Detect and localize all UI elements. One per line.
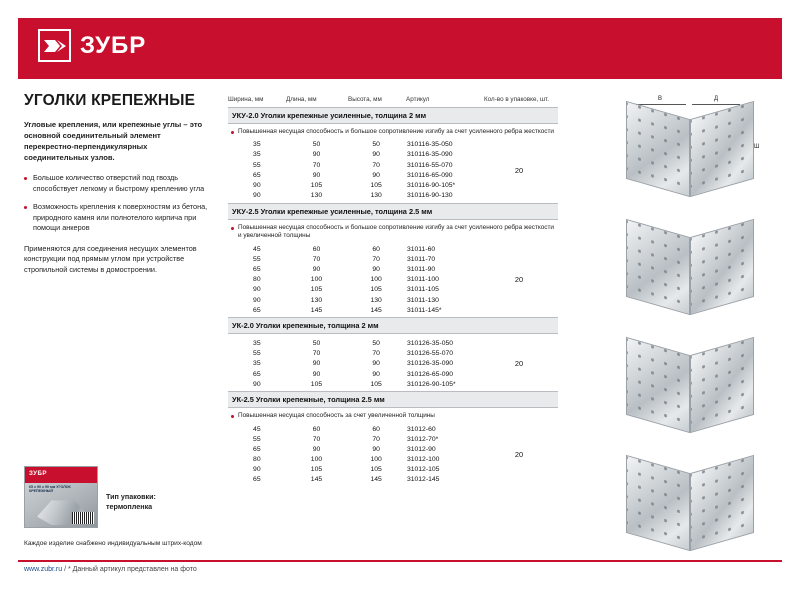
section-qty: 20 xyxy=(514,275,524,285)
cell-width: 65 xyxy=(253,476,261,484)
cell-width: 80 xyxy=(253,456,261,464)
cell-length: 90 xyxy=(312,370,321,378)
cell-length: 105 xyxy=(310,286,323,294)
cell-width: 55 xyxy=(253,255,261,263)
cell-width: 35 xyxy=(253,151,261,159)
dimension-label-height: Ш xyxy=(754,144,760,150)
cell-width: 55 xyxy=(253,161,261,169)
cell-length: 60 xyxy=(312,425,321,433)
package-spec-label: 65 x 90 x 90 мм УГОЛОК КРЕПЕЖНЫЙ xyxy=(29,485,71,494)
cell-width: 35 xyxy=(253,339,261,347)
cell-height: 50 xyxy=(372,339,380,347)
cell-height: 100 xyxy=(370,276,382,284)
feature-list xyxy=(24,173,209,234)
perforation-holes-icon xyxy=(627,338,689,432)
column-header-width: Ширина, мм xyxy=(228,96,264,103)
cell-height: 70 xyxy=(372,161,380,169)
bracket-plate-right xyxy=(690,337,754,433)
cell-length: 130 xyxy=(310,192,323,200)
cell-length: 70 xyxy=(312,161,321,169)
perforation-holes-icon xyxy=(691,220,753,314)
cell-article: 310126-65-090 xyxy=(406,370,454,378)
cell-height: 90 xyxy=(372,360,380,368)
footer-note: * Данный артикул представлен на фото xyxy=(67,566,197,573)
cell-length: 70 xyxy=(312,350,321,358)
cell-height: 90 xyxy=(372,445,380,453)
bracket-image xyxy=(626,228,756,306)
cell-article: 31012-100 xyxy=(406,456,440,464)
dimension-label-width: В xyxy=(658,96,663,102)
cell-article: 31011-145* xyxy=(406,306,442,314)
perforation-holes-icon xyxy=(627,456,689,550)
cell-height: 145 xyxy=(370,306,382,314)
cell-article: 310126-35-050 xyxy=(406,339,454,347)
bracket-image xyxy=(626,346,756,424)
table-section xyxy=(228,391,558,485)
cell-height: 70 xyxy=(372,255,380,263)
cell-height: 145 xyxy=(370,476,382,484)
section-title: УК-2.5 Уголки крепежные, толщина 2.5 мм xyxy=(228,391,558,408)
cell-width: 90 xyxy=(253,192,261,200)
cell-height: 60 xyxy=(372,245,380,253)
cell-article: 31011-105 xyxy=(406,286,439,294)
page-title: УГОЛКИ КРЕПЕЖНЫЕ xyxy=(24,92,196,109)
section-qty: 20 xyxy=(514,359,524,369)
cell-width: 65 xyxy=(253,266,261,274)
cell-height: 90 xyxy=(372,266,380,274)
spec-table xyxy=(228,96,558,485)
brand-logo xyxy=(38,29,146,62)
package-brand-label: ЗУБР xyxy=(29,470,48,477)
barcode-note: Каждое изделие снабжено индивидуальным штрих-кодом xyxy=(24,540,202,547)
cell-length: 90 xyxy=(312,171,321,179)
product-photo-uk-2-5 xyxy=(600,450,782,554)
usage-note: Применяются для соединения несущих элементов конструкции под прямым углом при устройстве стропильной системы в домостроении. xyxy=(24,243,197,275)
cell-length: 90 xyxy=(312,445,321,453)
perforation-holes-icon xyxy=(691,456,753,550)
cell-article: 310126-55-070 xyxy=(406,350,454,358)
bracket-plate-left xyxy=(626,219,690,315)
cell-height: 105 xyxy=(370,181,382,189)
dimension-line-length xyxy=(692,104,740,105)
cell-width: 90 xyxy=(253,380,261,388)
section-description: Повышенная несущая способность и большое сопротивление изгибу за счет усиленного ребра жесткости xyxy=(228,124,558,140)
barcode-icon xyxy=(72,512,94,524)
header-divider xyxy=(18,76,782,79)
cell-height: 105 xyxy=(370,380,382,388)
package-type-caption: Тип упаковки: термопленка xyxy=(106,492,156,511)
cell-length: 145 xyxy=(310,306,323,314)
footer xyxy=(24,566,197,573)
cell-height: 100 xyxy=(370,456,382,464)
column-header-article: Артикул xyxy=(406,96,430,103)
cell-height: 105 xyxy=(370,466,382,474)
cell-length: 90 xyxy=(312,360,321,368)
cell-length: 100 xyxy=(310,276,323,284)
table-section xyxy=(228,203,558,316)
cell-height: 105 xyxy=(370,286,382,294)
cell-height: 70 xyxy=(372,350,380,358)
cell-article: 31011-130 xyxy=(406,296,439,304)
cell-article: 310126-35-090 xyxy=(406,360,454,368)
cell-article: 31011-60 xyxy=(406,245,436,253)
product-photo-uku-2-0 xyxy=(600,96,782,200)
footer-divider xyxy=(18,560,782,562)
lead-paragraph: Угловые крепления, или крепежные углы – это основной соединительный элемент перекрестно-перпендикулярных соединительных узлов. xyxy=(24,120,203,162)
bracket-plate-right xyxy=(690,101,754,197)
section-title: УК-2.0 Уголки крепежные, толщина 2 мм xyxy=(228,317,558,334)
list-item: Большое количество отверстий под гвоздь способствует легкому и быстрому креплению угла xyxy=(24,173,209,194)
cell-length: 105 xyxy=(310,466,323,474)
cell-article: 31012-70* xyxy=(406,435,439,443)
cell-article: 31011-100 xyxy=(406,276,439,284)
section-qty: 20 xyxy=(514,165,524,175)
section-title: УКУ-2.0 Уголки крепежные усиленные, толщина 2 мм xyxy=(228,107,558,124)
perforation-holes-icon xyxy=(627,220,689,314)
cell-width: 45 xyxy=(253,425,261,433)
bracket-plate-left xyxy=(626,455,690,551)
cell-width: 65 xyxy=(253,171,261,179)
cell-width: 45 xyxy=(253,245,261,253)
section-description: Повышенная несущая способность и большое сопротивление изгибу за счет усиленного ребра жесткости и увеличенной толщины xyxy=(228,220,558,244)
cell-width: 90 xyxy=(253,181,261,189)
bracket-plate-right xyxy=(690,455,754,551)
cell-width: 65 xyxy=(253,370,261,378)
section-title: УКУ-2.5 Уголки крепежные усиленные, толщина 2.5 мм xyxy=(228,203,558,220)
column-header-length: Длина, мм xyxy=(286,96,317,103)
cell-width: 90 xyxy=(253,286,261,294)
zubr-arrow-logo-icon xyxy=(38,29,71,62)
cell-article: 310116-55-070 xyxy=(406,161,453,169)
table-section xyxy=(228,317,558,389)
cell-height: 60 xyxy=(372,425,380,433)
cell-article: 31012-105 xyxy=(406,466,440,474)
cell-article: 31012-145 xyxy=(406,476,440,484)
cell-width: 55 xyxy=(253,435,261,443)
section-qty: 20 xyxy=(514,450,524,459)
cell-article: 310116-90-130 xyxy=(406,192,453,200)
cell-height: 90 xyxy=(372,151,380,159)
cell-height: 130 xyxy=(370,192,382,200)
cell-article: 310116-35-050 xyxy=(406,141,453,149)
footer-separator: / xyxy=(64,566,67,573)
cell-length: 50 xyxy=(312,339,321,347)
cell-length: 100 xyxy=(310,456,323,464)
cell-length: 90 xyxy=(312,266,321,274)
cell-length: 145 xyxy=(310,476,323,484)
perforation-holes-icon xyxy=(627,102,689,196)
cell-length: 70 xyxy=(312,435,321,443)
left-column xyxy=(24,92,209,283)
cell-width: 90 xyxy=(253,296,261,304)
cell-length: 50 xyxy=(312,141,321,149)
perforation-holes-icon xyxy=(691,338,753,432)
cell-length: 105 xyxy=(310,181,323,189)
cell-width: 90 xyxy=(253,466,261,474)
cell-article: 31011-90 xyxy=(406,266,436,274)
product-photo-uk-2-0 xyxy=(600,332,782,436)
column-header-height: Высота, мм xyxy=(348,96,382,103)
product-photo-uku-2-5 xyxy=(600,214,782,318)
cell-length: 90 xyxy=(312,151,321,159)
cell-height: 130 xyxy=(370,296,382,304)
cell-article: 310126-90-105* xyxy=(406,380,456,388)
brand-name: ЗУБР xyxy=(80,31,147,59)
cell-article: 310116-65-090 xyxy=(406,171,453,179)
cell-width: 80 xyxy=(253,276,261,284)
section-rows xyxy=(228,424,558,485)
cell-length: 105 xyxy=(310,380,323,388)
bracket-image xyxy=(626,110,756,188)
section-rows xyxy=(228,244,558,315)
cell-width: 55 xyxy=(253,350,261,358)
bracket-image xyxy=(626,464,756,542)
bracket-plate-left xyxy=(626,337,690,433)
website-link[interactable]: www.zubr.ru xyxy=(24,566,63,573)
bracket-plate-left xyxy=(626,101,690,197)
bracket-plate-right xyxy=(690,219,754,315)
cell-length: 130 xyxy=(310,296,323,304)
cell-height: 50 xyxy=(372,141,380,149)
perforation-holes-icon xyxy=(691,102,753,196)
cell-height: 70 xyxy=(372,435,380,443)
header-banner xyxy=(18,18,782,76)
package-photo xyxy=(24,466,98,528)
cell-length: 60 xyxy=(312,245,321,253)
table-column-headers xyxy=(228,96,558,105)
cell-width: 35 xyxy=(253,141,261,149)
dimension-label-length: Д xyxy=(714,96,719,102)
column-header-qty: Кол-во в упаковке, шт. xyxy=(484,96,549,103)
cell-length: 70 xyxy=(312,255,321,263)
cell-article: 31012-60 xyxy=(406,425,436,433)
cell-article: 310116-35-090 xyxy=(406,151,453,159)
section-description: Повышенная несущая способность за счет увеличенной толщины xyxy=(228,408,558,424)
cell-article: 310116-90-105* xyxy=(406,181,456,189)
cell-height: 90 xyxy=(372,370,380,378)
section-rows xyxy=(228,140,558,201)
section-rows xyxy=(228,338,558,389)
product-photos xyxy=(600,96,782,568)
cell-height: 90 xyxy=(372,171,380,179)
cell-width: 35 xyxy=(253,360,261,368)
cell-article: 31012-90 xyxy=(406,445,436,453)
table-section xyxy=(228,107,558,201)
list-item: Возможность крепления к поверхностям из бетона, природного камня или полнотелого кирпича при помощи анкеров xyxy=(24,202,209,234)
cell-article: 31011-70 xyxy=(406,255,436,263)
cell-width: 65 xyxy=(253,445,261,453)
cell-width: 65 xyxy=(253,306,261,314)
